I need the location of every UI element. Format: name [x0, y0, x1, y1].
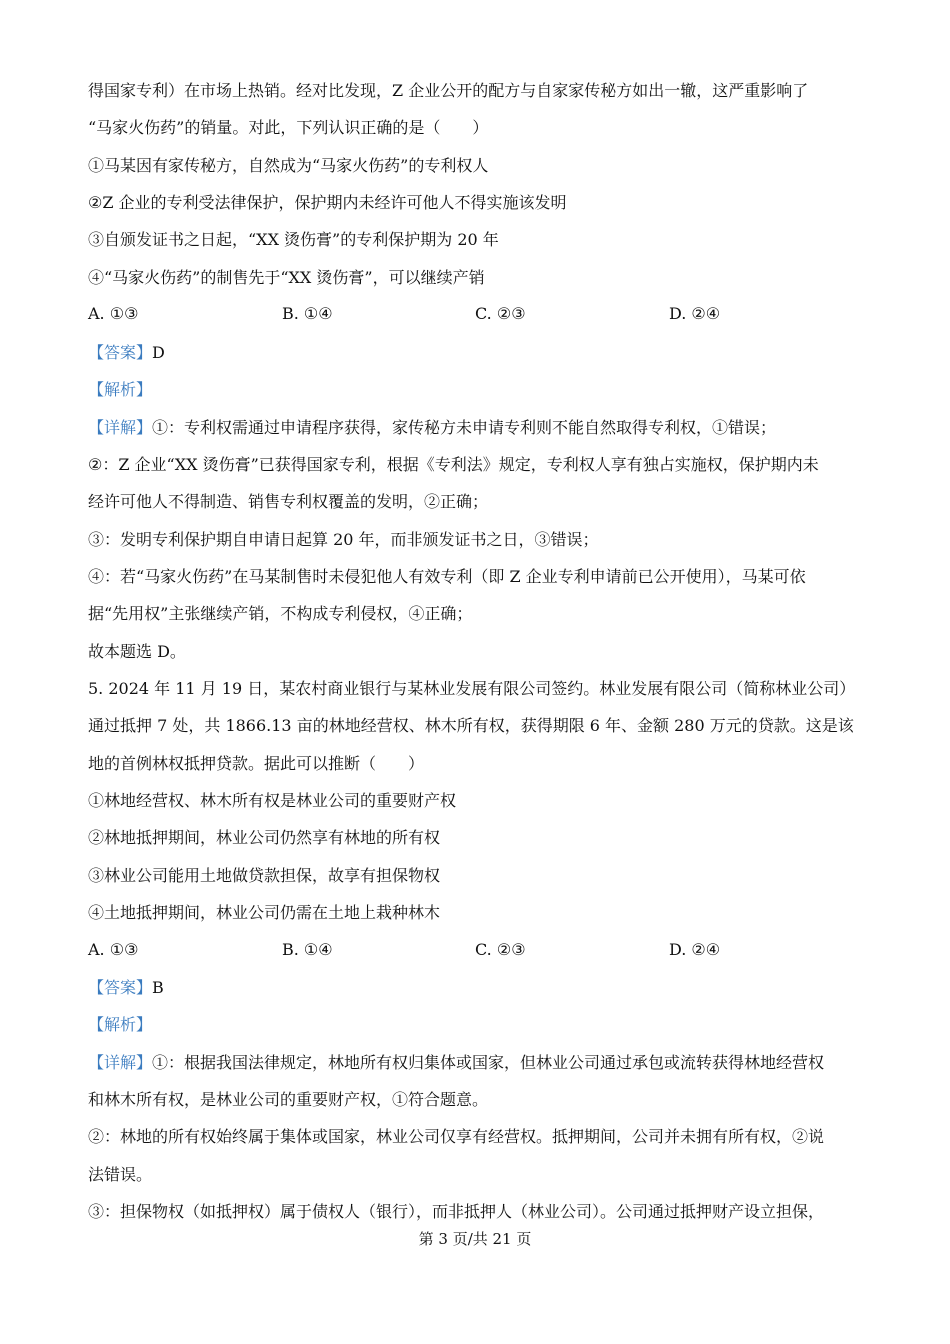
q5-detail-line: 和林木所有权，是林业公司的重要财产权，①符合题意。: [88, 1090, 489, 1109]
answer-value: B: [152, 978, 164, 997]
q4-detail-line: ③：发明专利保护期自申请日起算 20 年，而非颁发证书之日，③错误；: [88, 530, 599, 549]
q4-options: [88, 304, 888, 326]
q4-answer: [88, 342, 880, 364]
detail-text: ①：专利权需通过申请程序获得，家传秘方未申请专利则不能自然取得专利权，①错误；: [152, 418, 777, 437]
answer-value: D: [152, 343, 165, 362]
q5-option-a: A. ①③: [88, 940, 139, 959]
q5-option-b: B. ①④: [282, 940, 333, 959]
q5-options: [88, 940, 888, 962]
q4-detail-line: [88, 417, 880, 439]
q4-option-c: C. ②③: [475, 304, 526, 323]
q4-detail-line: 据“先用权”主张继续产销，不构成专利侵权，④正确；: [88, 604, 473, 623]
q5-answer: [88, 977, 880, 999]
q4-stem-line: “马家火伤药”的销量。对此，下列认识正确的是（ ）: [88, 118, 489, 137]
q4-option-d: D. ②④: [669, 304, 721, 323]
q5-stem-line: 地的首例林权抵押贷款。据此可以推断（ ）: [88, 754, 425, 773]
q4-stem-line: 得国家专利）在市场上热销。经对比发现，Z 企业公开的配方与自家家传秘方如出一辙，这严重影响了: [88, 81, 809, 100]
q5-option-c: C. ②③: [475, 940, 526, 959]
q4-statement: ①马某因有家传秘方，自然成为“马家火伤药”的专利权人: [88, 156, 489, 175]
detail-label: 【详解】: [88, 418, 153, 437]
q5-statement: ②林地抵押期间，林业公司仍然享有林地的所有权: [88, 828, 441, 847]
q4-conclusion: 故本题选 D。: [88, 642, 186, 661]
q4-detail-line: ④：若“马家火伤药”在马某制售时未侵犯他人有效专利（即 Z 企业专利申请前已公开使用），马某可依: [88, 567, 806, 586]
q5-detail-line: [88, 1052, 880, 1074]
q4-analysis-label: 【解析】: [88, 380, 153, 399]
q5-detail-line: ③：担保物权（如抵押权）属于债权人（银行），而非抵押人（林业公司）。公司通过抵押财产设立担保，: [88, 1202, 825, 1221]
q4-option-a: A. ①③: [88, 304, 139, 323]
answer-label: 【答案】: [88, 978, 153, 997]
q4-statement: ②Z 企业的专利受法律保护，保护期内未经许可他人不得实施该发明: [88, 193, 567, 212]
detail-label: 【详解】: [88, 1053, 153, 1072]
q4-statement: ③自颁发证书之日起，“XX 烫伤膏”的专利保护期为 20 年: [88, 230, 499, 249]
q5-stem-line: 5. 2024 年 11 月 19 日，某农村商业银行与某林业发展有限公司签约。林业发展有限公司（简称林业公司）: [88, 679, 856, 698]
q5-option-d: D. ②④: [669, 940, 721, 959]
q4-option-b: B. ①④: [282, 304, 333, 323]
page-footer: 第 3 页/共 21 页: [418, 1230, 532, 1248]
q5-stem-line: 通过抵押 7 处，共 1866.13 亩的林地经营权、林木所有权，获得期限 6 年、金额 280 万元的贷款。这是该: [88, 716, 854, 735]
q5-analysis-label: 【解析】: [88, 1015, 153, 1034]
q5-statement: ①林地经营权、林木所有权是林业公司的重要财产权: [88, 791, 457, 810]
q4-statement: ④“马家火伤药”的制售先于“XX 烫伤膏”，可以继续产销: [88, 268, 485, 287]
answer-label: 【答案】: [88, 343, 153, 362]
q5-statement: ③林业公司能用土地做贷款担保，故享有担保物权: [88, 866, 441, 885]
detail-text: ①：根据我国法律规定，林地所有权归集体或国家，但林业公司通过承包或流转获得林地经营权: [152, 1053, 825, 1072]
q4-detail-line: ②：Z 企业“XX 烫伤膏”已获得国家专利，根据《专利法》规定，专利权人享有独占实施权，保护期内未: [88, 455, 819, 474]
q4-detail-line: 经许可他人不得制造、销售专利权覆盖的发明，②正确；: [88, 492, 489, 511]
q5-detail-line: 法错误。: [88, 1165, 153, 1184]
q5-statement: ④土地抵押期间，林业公司仍需在土地上栽种林木: [88, 903, 441, 922]
q5-detail-line: ②：林地的所有权始终属于集体或国家，林业公司仅享有经营权。抵押期间，公司并未拥有所有权，②说: [88, 1127, 825, 1146]
